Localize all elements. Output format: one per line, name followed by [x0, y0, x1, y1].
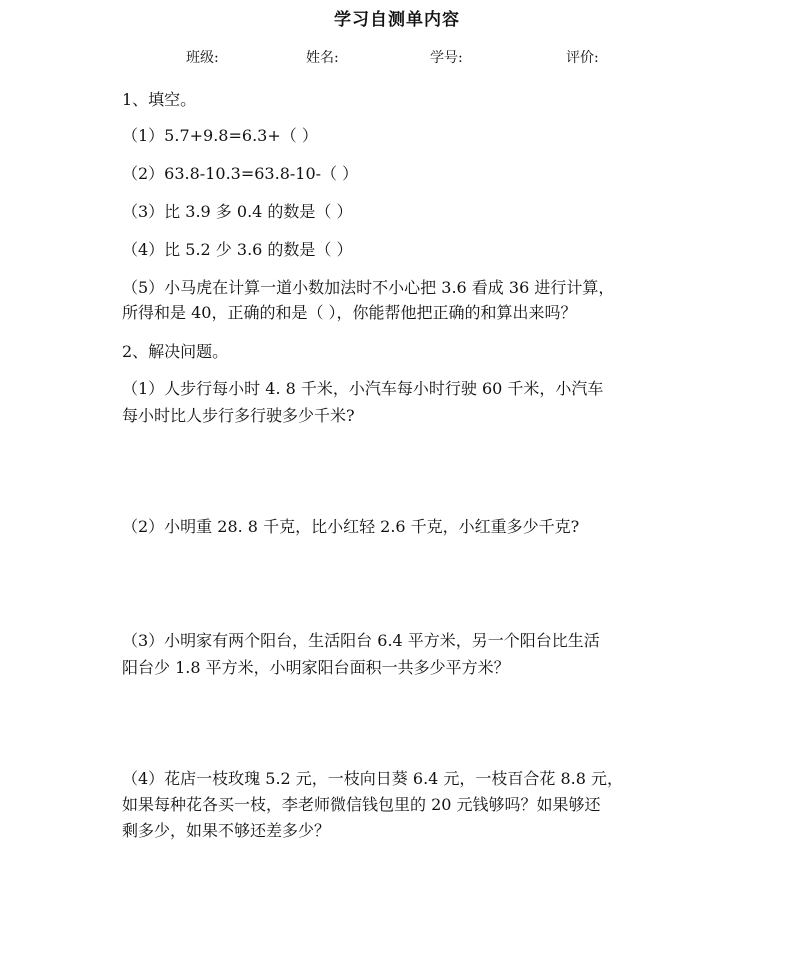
fill-blank-item-1: （1）5.7+9.8=6.3+（ ）	[122, 126, 318, 145]
problem-1-line2: 每小时比人步行多行驶多少千米?	[122, 406, 355, 425]
evaluation-field-label: 评价:	[566, 50, 599, 66]
problem-1-line1: （1）人步行每小时 4. 8 千米，小汽车每小时行驶 60 千米，小汽车	[122, 379, 604, 398]
problem-2-line1: （2）小明重 28. 8 千克，比小红轻 2.6 千克，小红重多少千克?	[122, 517, 580, 536]
problem-4-line1: （4）花店一枝玫瑰 5.2 元，一枝向日葵 6.4 元，一枝百合花 8.8 元，	[122, 769, 624, 788]
fill-blank-item-3: （3）比 3.9 多 0.4 的数是（ ）	[122, 202, 353, 221]
fill-blank-item-5-line2: 所得和是 40，正确的和是（ ），你能帮他把正确的和算出来吗？	[122, 303, 577, 322]
fill-blank-item-5-line1: （5）小马虎在计算一道小数加法时不小心把 3.6 看成 36 进行计算，	[122, 278, 615, 297]
problem-4-line2: 如果每种花各买一枝，李老师微信钱包里的 20 元钱够吗？如果够还	[122, 795, 601, 814]
section2-heading: 2、解决问题。	[122, 342, 229, 361]
page-title: 学习自测单内容	[334, 10, 460, 30]
problem-3-line1: （3）小明家有两个阳台，生活阳台 6.4 平方米，另一个阳台比生活	[122, 631, 600, 650]
student-number-field-label: 学号:	[430, 50, 463, 66]
problem-3-line2: 阳台少 1.8 平方米，小明家阳台面积一共多少平方米？	[122, 658, 510, 677]
name-field-label: 姓名:	[306, 50, 339, 66]
problem-4-line3: 剩多少，如果不够还差多少？	[122, 821, 331, 840]
class-field-label: 班级:	[186, 50, 219, 66]
section1-heading: 1、填空。	[122, 90, 197, 109]
fill-blank-item-2: （2）63.8-10.3=63.8-10-（ ）	[122, 164, 359, 183]
fill-blank-item-4: （4）比 5.2 少 3.6 的数是（ ）	[122, 240, 353, 259]
